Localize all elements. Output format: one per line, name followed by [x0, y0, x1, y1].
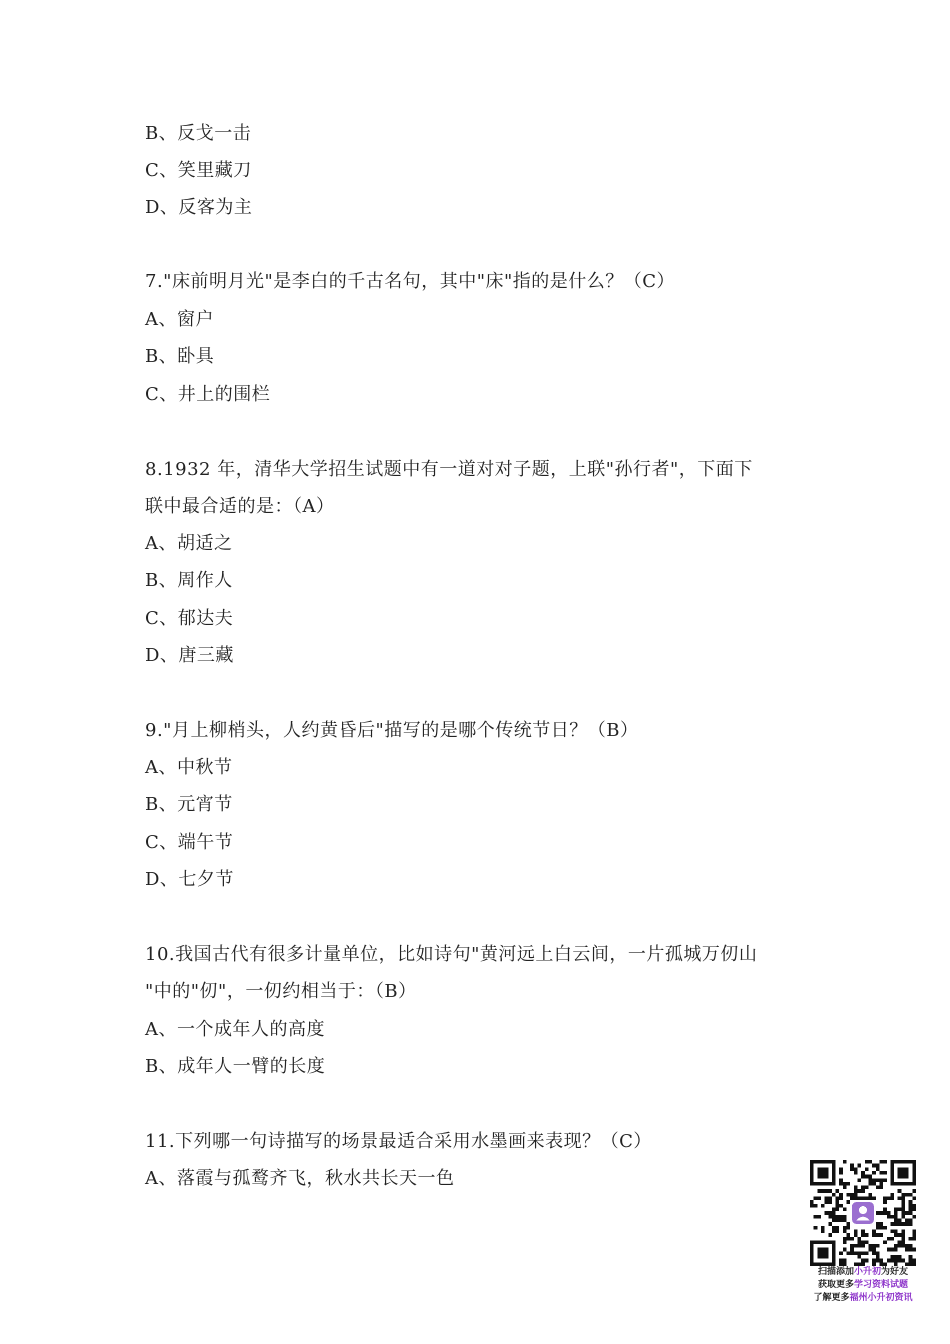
promo-line-2: 获取更多学习资料试题 [817, 1280, 909, 1290]
question-8: 8.1932 年，清华大学招生试题中有一道对对子题，上联"孙行者"，下面下 [145, 459, 753, 480]
option-line: D、七夕节 [145, 869, 234, 890]
qr-promo [808, 1160, 918, 1305]
qr-code-icon[interactable] [810, 1160, 916, 1266]
promo-line-1: 扫描添加小升初为好友 [817, 1267, 909, 1277]
question-11: 11.下列哪一句诗描写的场景最适合采用水墨画来表现？（C） [145, 1131, 652, 1152]
option-line: A、胡适之 [145, 533, 233, 554]
option-line: A、落霞与孤鹜齐飞，秋水共长天一色 [145, 1168, 455, 1189]
question-7: 7."床前明月光"是李白的千古名句，其中"床"指的是什么？（C） [145, 271, 676, 292]
option-line: B、卧具 [145, 346, 215, 367]
option-line: B、元宵节 [145, 794, 233, 815]
option-line: D、唐三藏 [145, 645, 234, 666]
option-line: B、成年人一臂的长度 [145, 1056, 326, 1077]
option-line: A、一个成年人的高度 [145, 1019, 325, 1040]
option-line: A、窗户 [145, 309, 214, 330]
option-line: C、郁达夫 [145, 608, 234, 629]
question-10-cont: "中的"仞"，一仞约相当于：（B） [145, 981, 417, 1002]
option-line: B、反戈一击 [145, 123, 252, 144]
option-line: A、中秋节 [145, 757, 233, 778]
question-10: 10.我国古代有很多计量单位，比如诗句"黄河远上白云间，一片孤城万仞山 [145, 944, 758, 965]
question-8-cont: 联中最合适的是：（A） [145, 496, 335, 517]
promo-line-3: 了解更多福州小升初资讯 [813, 1293, 913, 1303]
question-9: 9."月上柳梢头，人约黄昏后"描写的是哪个传统节日？（B） [145, 720, 639, 741]
option-line: C、井上的围栏 [145, 384, 271, 405]
option-line: C、端午节 [145, 832, 234, 853]
option-line: D、反客为主 [145, 197, 253, 218]
option-line: C、笑里藏刀 [145, 160, 252, 181]
option-line: B、周作人 [145, 570, 233, 591]
